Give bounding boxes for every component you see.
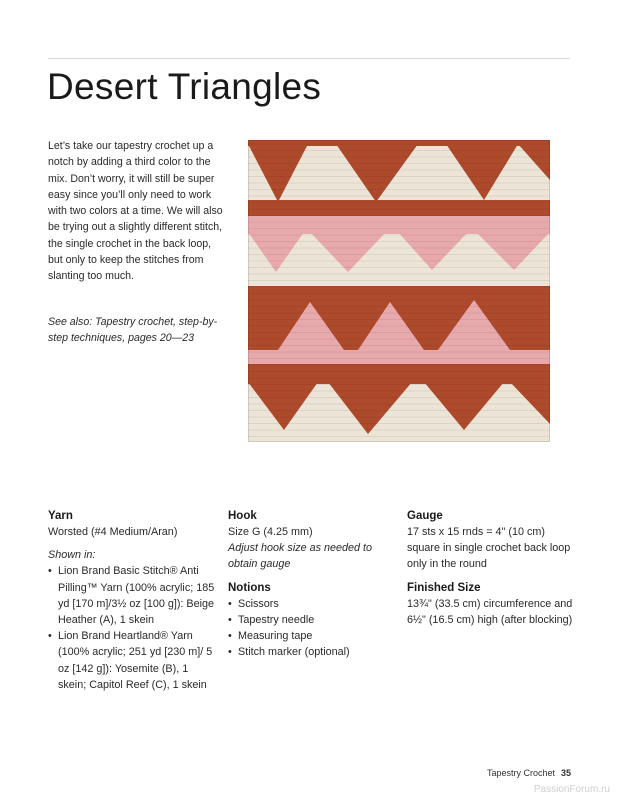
finished-size-heading: Finished Size <box>407 581 481 594</box>
gauge-size-section <box>407 508 577 628</box>
notion-item: • Measuring tape <box>228 628 386 644</box>
page-title: Desert Triangles <box>47 66 322 107</box>
finished-size-text: 13¾" (33.5 cm) circumference and 6½" (16.5 cm) high (after blocking) <box>407 597 573 626</box>
yarn-list <box>48 563 216 693</box>
page-footer <box>487 768 571 778</box>
yarn-item: • Lion Brand Basic Stitch® Anti Pilling™ Yarn (100% acrylic; 185 yd [170 m]/3½ oz [100 g]): Beige Heather (A), 1 skein <box>48 563 216 628</box>
hook-size: Size G (4.25 mm) <box>228 526 313 538</box>
notion-item: • Scissors <box>228 596 386 612</box>
swatch-body <box>248 140 550 442</box>
gauge-text: 17 sts x 15 rnds = 4" (10 cm) square in single crochet back loop only in the round <box>407 526 571 571</box>
gauge-heading: Gauge <box>407 510 443 522</box>
see-also-note: See also: Tapestry crochet, step-by-step techniques, pages 20—23 <box>48 316 218 345</box>
yarn-heading: Yarn <box>48 510 73 522</box>
notion-item: • Tapestry needle <box>228 612 386 628</box>
swatch-stripe <box>248 216 550 234</box>
watermark: PassionForum.ru <box>533 784 610 795</box>
yarn-section <box>48 508 216 693</box>
hook-notions-section <box>228 508 386 660</box>
notions-heading: Notions <box>228 581 271 594</box>
footer-label: Tapestry Crochet <box>486 768 555 778</box>
shown-in-label: Shown in: <box>48 549 96 562</box>
swatch-stripe <box>248 364 550 384</box>
intro-text <box>48 138 224 285</box>
yarn-item: • Lion Brand Heartland® Yarn (100% acrylic; 251 yd [230 m]/ 5 oz [142 g]): Yosemite (B), 1 skein; Capitol Reef (C), 1 skein <box>48 628 216 693</box>
header-rule <box>48 58 570 59</box>
page-number: 35 <box>560 768 571 778</box>
notion-item: • Stitch marker (optional) <box>228 644 386 660</box>
intro-paragraph: Let’s take our tapestry crochet up a notch by adding a third color to the mix. Don’t worry, it will still be super easy since you’ll only need to work with two colors at a time. We will also be trying out a slightly different stitch, the single crochet in the back loop, but only to keep the stitches from slanting too much. <box>48 140 223 283</box>
hook-note: Adjust hook size as needed to obtain gauge <box>228 542 373 571</box>
yarn-weight: Worsted (#4 Medium/Aran) <box>48 526 178 538</box>
crochet-swatch-image <box>248 140 550 442</box>
notions-list <box>228 596 386 661</box>
hook-heading: Hook <box>228 510 257 522</box>
